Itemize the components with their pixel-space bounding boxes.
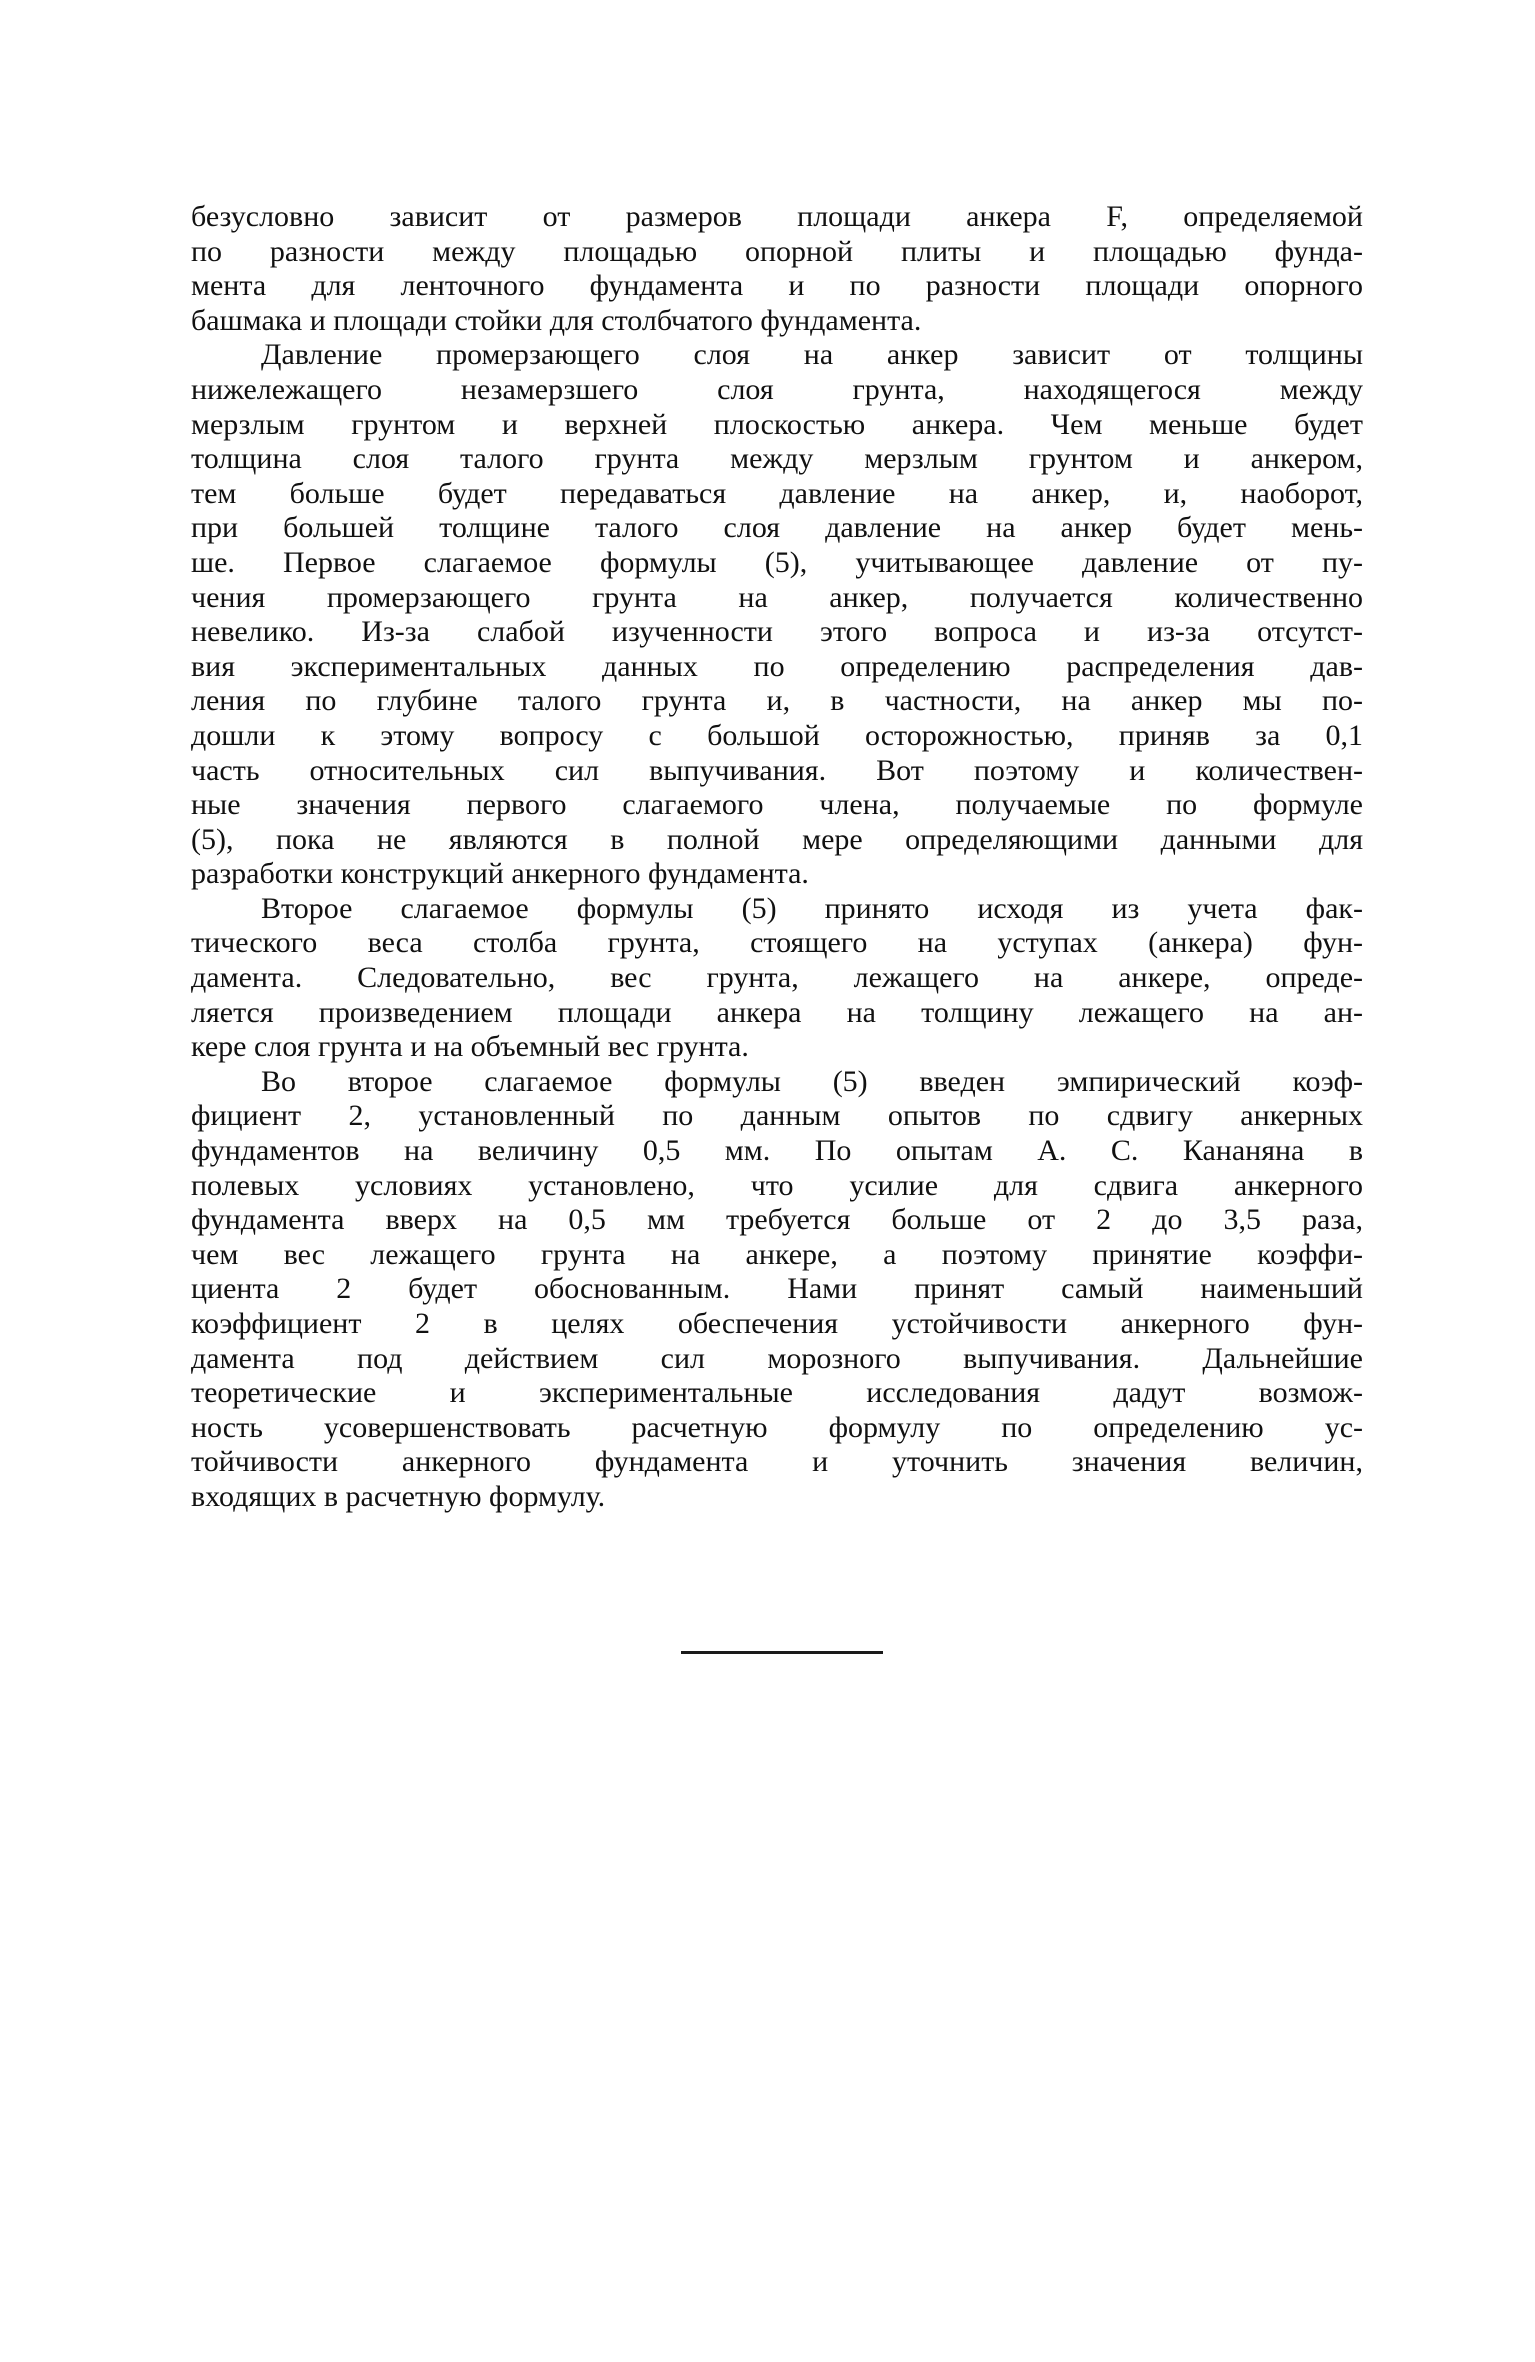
- paragraph-4: [191, 1065, 1363, 1515]
- text-line: Во второе слагаемое формулы (5) введен эмпирический коэф-: [261, 1064, 1363, 1098]
- text-line: кере слоя грунта и на объемный вес грунта.: [191, 1030, 749, 1064]
- text-line: мента для ленточного фундамента и по разности площади опорного: [191, 269, 1363, 303]
- text-line: по разности между площадью опорной плиты и площадью фунда-: [191, 234, 1363, 268]
- paragraph-3: [191, 892, 1363, 1065]
- section-end-rule: [681, 1651, 883, 1654]
- text-line: ные значения первого слагаемого члена, получаемые по формуле: [191, 788, 1363, 822]
- text-line: нижележащего незамерзшего слоя грунта, находящегося между: [191, 372, 1363, 406]
- text-line: при большей толщине талого слоя давление на анкер будет мень-: [191, 511, 1363, 545]
- text-line: Второе слагаемое формулы (5) принято исходя из учета фак-: [261, 891, 1363, 925]
- text-line: дамента. Следовательно, вес грунта, лежащего на анкере, опреде-: [191, 961, 1363, 995]
- text-line: теоретические и экспериментальные исследования дадут возмож-: [191, 1376, 1363, 1410]
- text-line: разработки конструкций анкерного фундамента.: [191, 857, 809, 891]
- paragraph-2: [191, 338, 1363, 892]
- text-line: часть относительных сил выпучивания. Вот поэтому и количествен-: [191, 753, 1363, 787]
- text-line: вия экспериментальных данных по определению распределения дав-: [191, 649, 1363, 683]
- text-line: полевых условиях установлено, что усилие для сдвига анкерного: [191, 1168, 1363, 1202]
- text-line: входящих в расчетную формулу.: [191, 1479, 606, 1513]
- text-line: чем вес лежащего грунта на анкере, а поэтому принятие коэффи-: [191, 1237, 1363, 1271]
- text-line: фундаментов на величину 0,5 мм. По опытам А. С. Кананяна в: [191, 1134, 1363, 1168]
- text-line: толщина слоя талого грунта между мерзлым грунтом и анкером,: [191, 442, 1363, 476]
- text-line: ше. Первое слагаемое формулы (5), учитывающее давление от пу-: [191, 545, 1363, 579]
- text-line: фундамента вверх на 0,5 мм требуется больше от 2 до 3,5 раза,: [191, 1203, 1363, 1237]
- text-line: Давление промерзающего слоя на анкер зависит от толщины: [261, 338, 1363, 372]
- text-line: тойчивости анкерного фундамента и уточнить значения величин,: [191, 1445, 1363, 1479]
- text-line: ления по глубине талого грунта и, в частности, на анкер мы по-: [191, 684, 1363, 718]
- text-line: чения промерзающего грунта на анкер, получается количественно: [191, 580, 1363, 614]
- text-line: дошли к этому вопросу с большой осторожностью, приняв за 0,1: [191, 718, 1363, 752]
- text-line: невелико. Из-за слабой изученности этого вопроса и из-за отсутст-: [191, 615, 1363, 649]
- text-line: ляется произведением площади анкера на толщину лежащего на ан-: [191, 995, 1363, 1029]
- text-line: безусловно зависит от размеров площади анкера F, определяемой: [191, 200, 1363, 233]
- text-line: циента 2 будет обоснованным. Нами принят самый наименьший: [191, 1272, 1363, 1306]
- text-line: дамента под действием сил морозного выпучивания. Дальнейшие: [191, 1341, 1363, 1375]
- text-line: мерзлым грунтом и верхней плоскостью анкера. Чем меньше будет: [191, 407, 1363, 441]
- paragraph-1: [191, 200, 1363, 338]
- document-page: [191, 200, 1363, 1515]
- text-line: тического веса столба грунта, стоящего на уступах (анкера) фун-: [191, 926, 1363, 960]
- text-line: коэффициент 2 в целях обеспечения устойчивости анкерного фун-: [191, 1307, 1363, 1340]
- text-line: башмака и площади стойки для столбчатого фундамента.: [191, 303, 922, 337]
- text-line: ность усовершенствовать расчетную формулу по определению ус-: [191, 1410, 1363, 1444]
- text-line: (5), пока не являются в полной мере определяющими данными для: [191, 822, 1363, 856]
- text-line: тем больше будет передаваться давление на анкер, и, наоборот,: [191, 476, 1363, 510]
- text-line: фициент 2, установленный по данным опытов по сдвигу анкерных: [191, 1099, 1363, 1133]
